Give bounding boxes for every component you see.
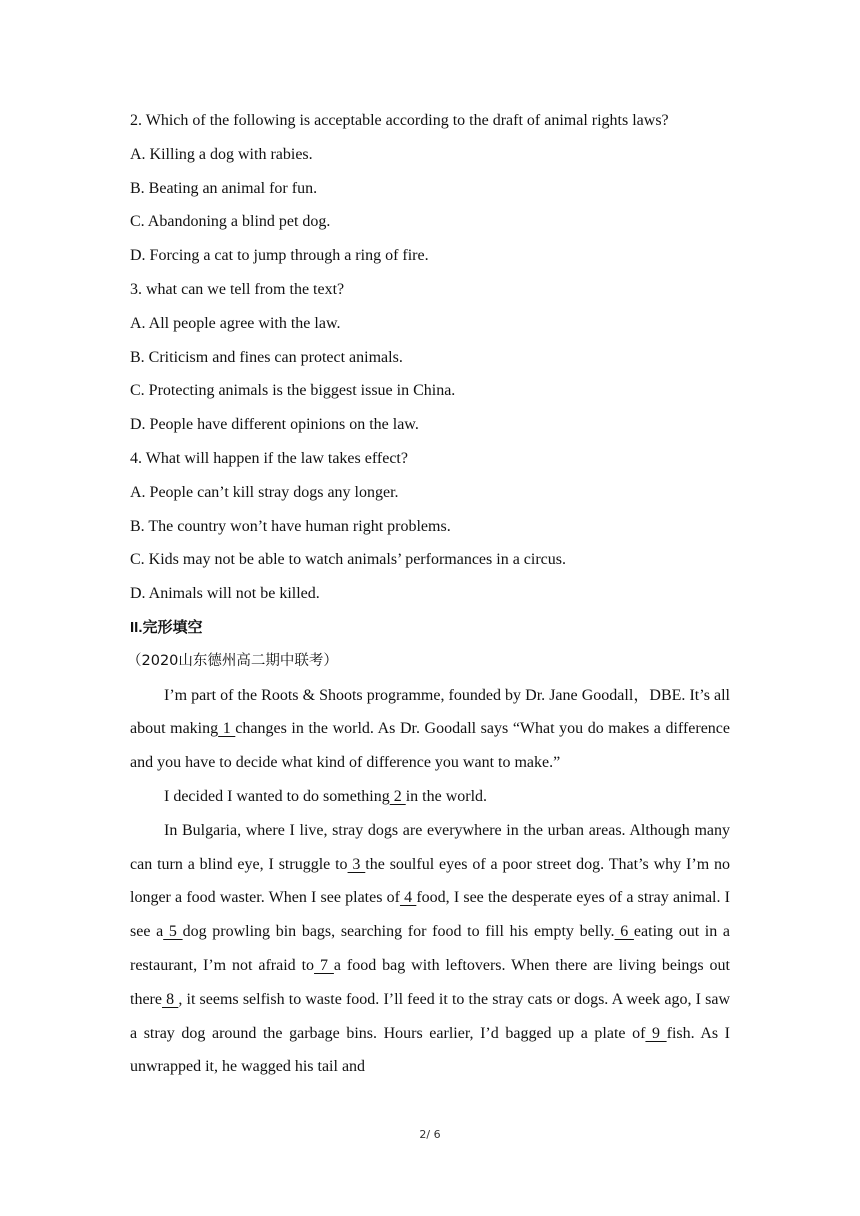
blank-2: 2 — [389, 787, 406, 805]
blank-4: 4 — [399, 889, 417, 907]
passage-text: a food bag with leftovers. When there are living beings out there — [130, 956, 730, 1008]
question-stem: 4. What will happen if the law takes effect? — [130, 449, 408, 467]
blank-1: 1 — [218, 720, 236, 738]
blank-7: 7 — [314, 956, 334, 974]
option: A. All people agree with the law. — [130, 314, 341, 332]
passage-paragraph-1 — [130, 679, 730, 780]
option: D. People have different opinions on the law. — [130, 416, 419, 434]
option: A. Killing a dog with rabies. — [130, 145, 313, 163]
option: C. Kids may not be able to watch animals’ performances in a circus. — [130, 551, 567, 569]
passage-paragraph-3 — [130, 814, 730, 1084]
source-note: （2020山东德州高二期中联考） — [127, 652, 338, 669]
passage-text: dog prowling bin bags, searching for food to fill his empty belly. — [182, 923, 615, 941]
option: D. Animals will not be killed. — [130, 585, 320, 603]
passage-text: food, I see the desperate eyes of a stray animal. I see a — [130, 889, 731, 941]
question-4 — [130, 442, 730, 611]
blank-3: 3 — [347, 855, 366, 873]
option: B. Beating an animal for fun. — [130, 179, 318, 197]
question-stem: 2. Which of the following is acceptable according to the draft of animal rights laws? — [130, 112, 669, 129]
option: D. Forcing a cat to jump through a ring of fire. — [130, 247, 429, 265]
passage-text: eating out in a restaurant, I’m not afraid to — [130, 923, 731, 974]
passage-text: , it seems selfish to waste food. I’ll feed it to the stray cats or dogs. A week ago, I saw a stray dog around the garbage bins. Hours earlier, I’d bagged up a plate of — [130, 990, 731, 1042]
page-content — [127, 104, 731, 1084]
question-3 — [130, 273, 730, 442]
option: C. Abandoning a blind pet dog. — [130, 213, 331, 231]
option: B. Criticism and fines can protect animals. — [130, 348, 403, 366]
passage-text: changes in the world. As Dr. Goodall says “What you do makes a difference and you have to decide what kind of difference you want to make.” — [130, 720, 731, 772]
section-title: II.完形填空 — [130, 618, 203, 636]
passage-text: I decided I wanted to do something — [164, 787, 390, 805]
page-number: 2/ 6 — [419, 1128, 441, 1141]
blank-5: 5 — [163, 923, 183, 941]
passage-text: I’m part of the Roots & Shoots programme, founded by Dr. Jane Goodall，DBE. It’s all about making — [130, 686, 730, 738]
option: C. Protecting animals is the biggest issue in China. — [130, 382, 456, 400]
question-2 — [130, 104, 730, 273]
passage-text: the soulful eyes of a poor street dog. That’s why I’m no longer a food waster. When I see plates of — [130, 855, 731, 907]
passage-text: In Bulgaria, where I live, stray dogs are everywhere in the urban areas. Although many can turn a blind eye, I struggle to — [130, 821, 730, 873]
question-stem: 3. what can we tell from the text? — [130, 280, 345, 298]
option: A. People can’t kill stray dogs any longer. — [130, 483, 399, 501]
blank-6: 6 — [614, 923, 634, 941]
passage-text: fish. As I unwrapped it, he wagged his tail and — [130, 1024, 731, 1076]
option: B. The country won’t have human right problems. — [130, 517, 451, 535]
passage-paragraph-2 — [130, 780, 730, 814]
blank-8: 8 — [161, 990, 179, 1008]
passage-text: in the world. — [405, 787, 488, 805]
blank-9: 9 — [645, 1024, 667, 1042]
